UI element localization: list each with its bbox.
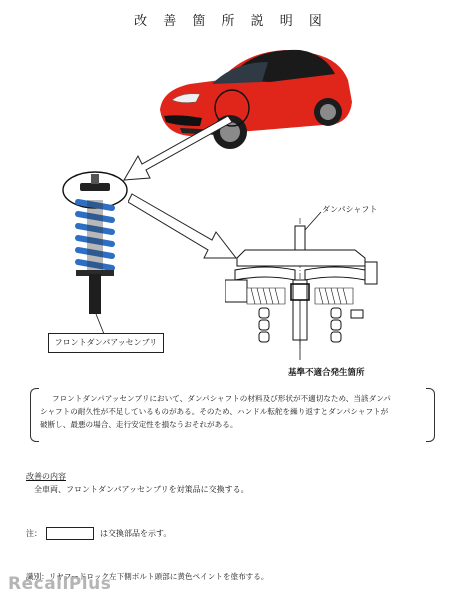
note-prefix: 注： bbox=[26, 529, 42, 538]
defect-description bbox=[32, 390, 434, 436]
arrow-strut-to-detail bbox=[128, 188, 240, 268]
improvement-body: 全車両、フロントダンパアッセンブリを対策品に交換する。 bbox=[34, 485, 249, 494]
nonconforming-location-label: 基準不適合発生箇所 bbox=[288, 368, 365, 378]
replacement-note bbox=[26, 527, 171, 540]
assembly-label: フロントダンパアッセンブリ bbox=[48, 333, 164, 353]
damper-assembly-illustration bbox=[60, 170, 130, 320]
note-suffix: は交換部品を示す。 bbox=[100, 529, 172, 538]
cross-section-diagram bbox=[225, 200, 395, 370]
page-title: 改 善 箇 所 説 明 図 bbox=[134, 14, 328, 29]
identification-text: 識別：リヤフードロック左下側ボルト頭部に黄色ペイントを塗布する。 bbox=[26, 572, 269, 581]
description-line-3: 破断し、最悪の場合、走行安定性を損なうおそれがある。 bbox=[40, 420, 238, 429]
recallplus-watermark: RecallPlus bbox=[8, 574, 112, 594]
description-line-1: フロントダンパアッセンブリにおいて、ダンパシャフトの材料及び形状が不適切なため、当該ダンパ bbox=[52, 394, 391, 403]
arrow-car-to-strut bbox=[120, 110, 240, 190]
replacement-part-swatch bbox=[46, 527, 94, 540]
damper-shaft-label: ダンパシャフト bbox=[322, 205, 378, 214]
improvement-heading: 改善の内容 bbox=[26, 472, 66, 481]
description-line-2: シャフトの耐久性が不足しているものがある。そのため、ハンドル転舵を繰り返すとダンパシャフトが bbox=[40, 407, 389, 416]
